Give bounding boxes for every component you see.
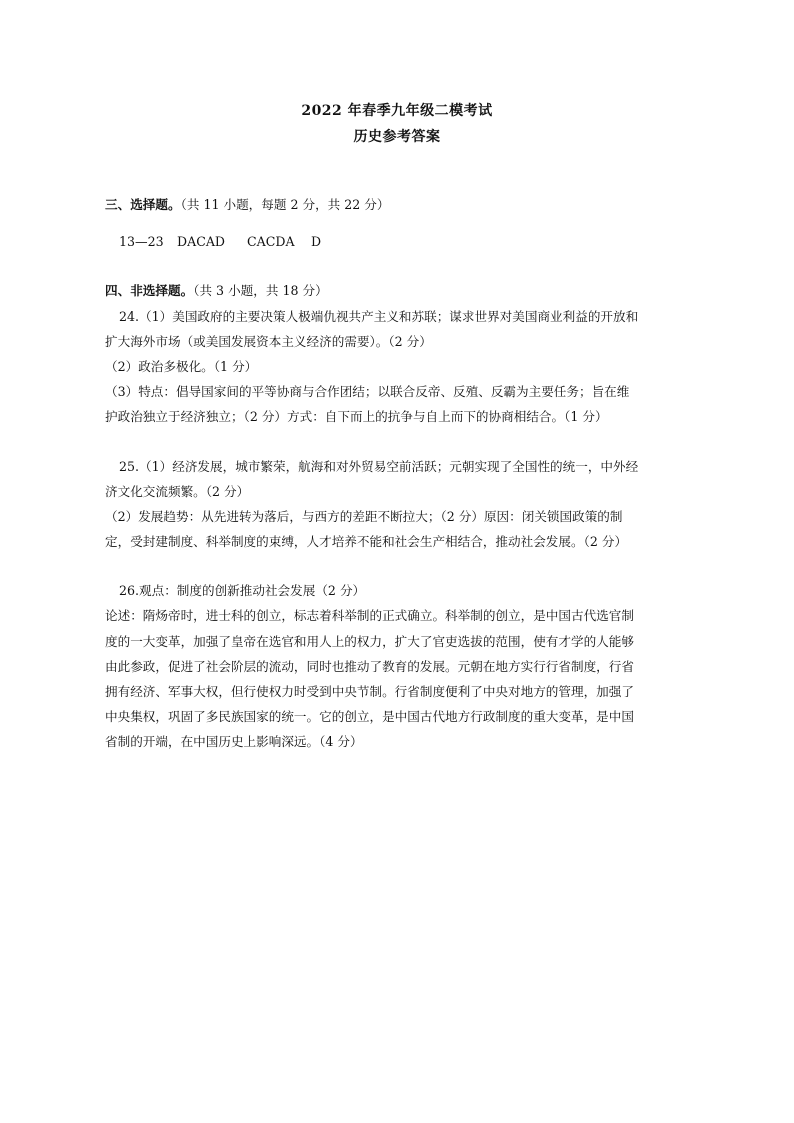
section4-note: （共 3 小题，共 18 分） <box>193 283 328 299</box>
q24-line: 护政治独立于经济独立；（2 分）方式：自下而上的抗争与自上而下的协商相结合。（1 分） <box>105 409 608 425</box>
q24-line: （3）特点：倡导国家间的平等协商与合作团结；以联合反帝、反殖、反霸为主要任务；旨在维 <box>105 384 630 400</box>
q24-line: 扩大海外市场（或美国发展资本主义经济的需要）。（2 分） <box>105 333 432 349</box>
q26-line: 度的一大变革，加强了皇帝在选官和用人上的权力，扩大了官吏选拔的范围，使有才学的人能够 <box>105 633 634 649</box>
exam-title: 2022 年春季九年级二模考试 <box>301 103 493 119</box>
answer-group-2: CACDA <box>247 234 295 250</box>
q24-line: （2）政治多极化。（1 分） <box>105 358 258 374</box>
choice-answers <box>105 229 695 254</box>
q26-line: 论述：隋炀帝时，进士科的创立，标志着科举制的正式确立。科举制的创立，是中国古代选官制 <box>105 608 634 624</box>
answer-group-3: D <box>311 234 322 250</box>
question-range: 13—23 <box>119 234 164 250</box>
q26-line: 26.观点：制度的创新推动社会发展（2 分） <box>119 583 366 599</box>
q25-line: 25.（1）经济发展，城市繁荣，航海和对外贸易空前活跃；元朝实现了全国性的统一，中外经 <box>119 458 639 474</box>
answer-group-1: DACAD <box>177 234 226 250</box>
q24-line: 24.（1）美国政府的主要决策人极端仇视共产主义和苏联；谋求世界对美国商业利益的开放和 <box>119 308 639 324</box>
section3-title: 三、选择题。 <box>105 197 181 212</box>
q25-line: 定，受封建制度、科举制度的束缚，人才培养不能和社会生产相结合，推动社会发展。（2 分） <box>105 534 628 550</box>
q26-line: 中央集权，巩固了多民族国家的统一。它的创立，是中国古代地方行政制度的重大变革，是中国 <box>105 709 634 725</box>
q26-line: 由此参政，促进了社会阶层的流动，同时也推动了教育的发展。元朝在地方实行行省制度，行省 <box>105 658 634 674</box>
section4-title: 四、非选择题。 <box>105 283 194 299</box>
document-title <box>0 98 794 150</box>
section4-heading <box>105 278 695 303</box>
section3-heading <box>105 192 695 217</box>
answer-key-title: 历史参考答案 <box>353 129 441 145</box>
section3-note: （共 11 小题，每题 2 分，共 22 分） <box>180 197 390 212</box>
q25-line: 济文化交流频繁。（2 分） <box>105 483 250 499</box>
q26-line: 拥有经济、军事大权，但行使权力时受到中央节制。行省制度便利了中央对地方的管理，加强了 <box>105 684 634 699</box>
document-body <box>105 192 695 755</box>
q26-line: 省制的开端，在中国历史上影响深远。（4 分） <box>105 734 363 750</box>
q25-line: （2）发展趋势：从先进转为落后，与西方的差距不断拉大；（2 分）原因：闭关锁国政策的制 <box>105 508 623 524</box>
